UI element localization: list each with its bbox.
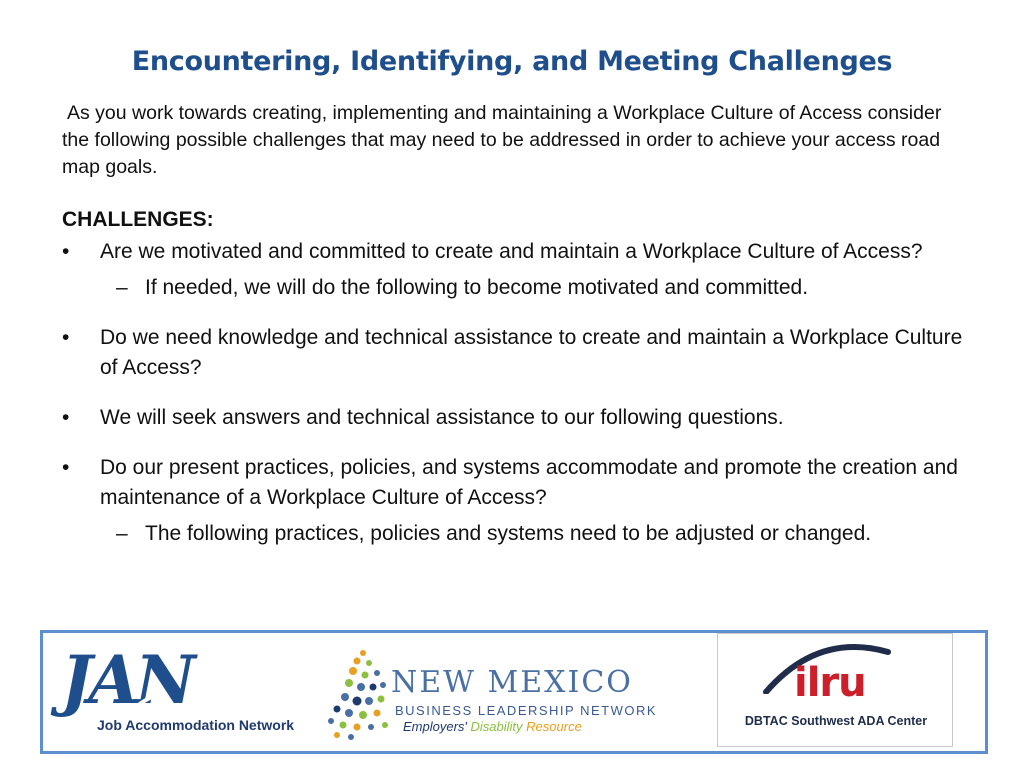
bullet-icon: • bbox=[62, 326, 70, 349]
challenge-item bbox=[62, 453, 982, 513]
challenge-text: We will seek answers and technical assistance to our following questions. bbox=[100, 406, 784, 429]
dot-spiral-icon bbox=[323, 647, 393, 742]
challenge-text: Are we motivated and committed to create and maintain a Workplace Culture of Access? bbox=[100, 240, 923, 263]
tagline-disability: Disability bbox=[470, 719, 523, 734]
ilru-caption: DBTAC Southwest ADA Center bbox=[744, 714, 928, 728]
jan-logo-name: Job Accommodation Network bbox=[97, 717, 295, 733]
challenges-heading: CHALLENGES: bbox=[62, 208, 214, 231]
intro-paragraph: As you work towards creating, implementing and maintaining a Workplace Culture of Access consider the following possible challenges that may need to be addressed in order to achieve your access road map goals. bbox=[62, 102, 942, 178]
challenge-item bbox=[62, 237, 982, 267]
new-mexico-subtitle: BUSINESS LEADERSHIP NETWORK bbox=[395, 703, 658, 718]
new-mexico-title: NEW MEXICO bbox=[391, 665, 633, 700]
challenges-section bbox=[62, 205, 982, 549]
challenge-subtext: The following practices, policies and systems need to be adjusted or changed. bbox=[145, 522, 872, 545]
partner-logos-banner bbox=[40, 630, 988, 754]
bullet-icon: • bbox=[62, 240, 70, 263]
jan-logo bbox=[61, 641, 311, 737]
slide-title: Encountering, Identifying, and Meeting Challenges bbox=[131, 46, 893, 77]
challenge-item bbox=[62, 323, 982, 383]
bullet-icon: • bbox=[62, 456, 70, 479]
challenge-item bbox=[62, 403, 982, 433]
new-mexico-bln-logo bbox=[323, 647, 703, 742]
ilru-logo bbox=[717, 633, 953, 747]
tagline-employers: Employers' bbox=[403, 719, 467, 734]
tagline-resource: Resource bbox=[526, 719, 582, 734]
new-mexico-tagline bbox=[403, 719, 582, 734]
bullet-icon: • bbox=[62, 406, 70, 429]
ilru-wordmark: ilru bbox=[794, 660, 866, 706]
challenge-text: Do our present practices, policies, and systems accommodate and promote the creation and maintenance of a Workplace Culture of Access? bbox=[100, 456, 958, 509]
dash-icon: – bbox=[116, 522, 128, 545]
challenge-subitem bbox=[62, 519, 982, 549]
dash-icon: – bbox=[116, 276, 128, 299]
jan-logo-letters: JAN bbox=[61, 641, 192, 719]
challenge-text: Do we need knowledge and technical assistance to create and maintain a Workplace Culture of Access? bbox=[100, 326, 963, 379]
challenge-subitem bbox=[62, 273, 982, 303]
challenge-subtext: If needed, we will do the following to become motivated and committed. bbox=[145, 276, 809, 299]
